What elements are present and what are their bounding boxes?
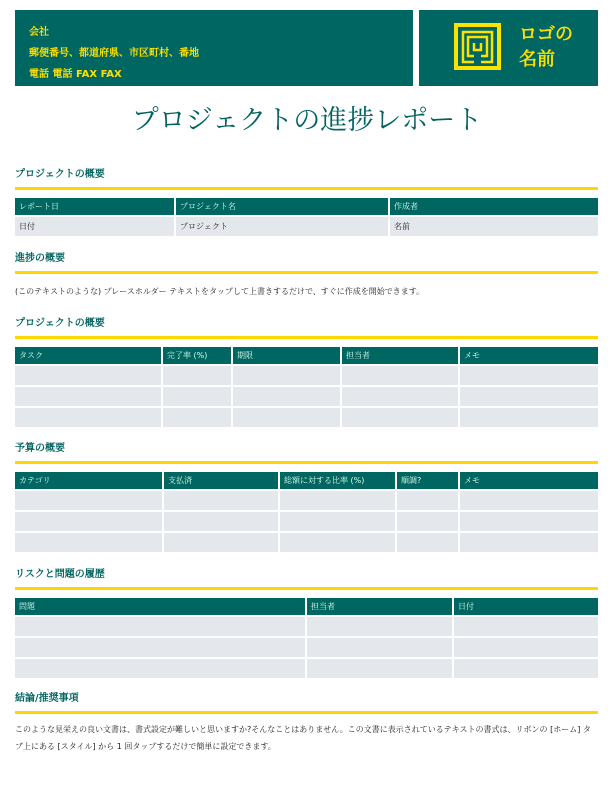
progress-section (15, 252, 598, 300)
col-header: レポート日 (15, 198, 174, 215)
section-divider (15, 711, 598, 714)
table-cell[interactable] (460, 408, 598, 427)
tasks-section (15, 317, 598, 429)
table-row (15, 512, 598, 531)
company-info-block (15, 10, 413, 86)
col-header: メモ (460, 347, 598, 364)
logo-block (419, 10, 598, 86)
table-cell[interactable] (307, 659, 452, 678)
table-cell[interactable] (233, 387, 340, 406)
table-cell[interactable]: プロジェクト (176, 217, 388, 236)
table-row (15, 533, 598, 552)
logo-line-1: ロゴの (519, 24, 573, 45)
conclusion-section (15, 692, 598, 755)
table-cell[interactable] (164, 512, 278, 531)
table-cell[interactable] (454, 617, 598, 636)
col-header: 総額に対する比率 (%) (280, 472, 395, 489)
table-cell[interactable] (397, 533, 458, 552)
table-row (15, 617, 598, 636)
table-cell[interactable] (454, 659, 598, 678)
table-row (15, 491, 598, 510)
table-cell[interactable] (397, 512, 458, 531)
table-cell[interactable] (15, 638, 305, 657)
table-cell[interactable] (460, 512, 598, 531)
budget-section (15, 442, 598, 554)
risks-table (13, 596, 600, 680)
company-address: 郵便番号、都道府県、市区町村、番地 (29, 48, 199, 59)
table-cell[interactable]: 日付 (15, 217, 174, 236)
section-heading: リスクと問題の履歴 (15, 569, 105, 580)
section-divider (15, 461, 598, 464)
table-cell[interactable] (460, 366, 598, 385)
col-header: 期限 (233, 347, 340, 364)
table-cell[interactable] (163, 387, 231, 406)
table-row (15, 217, 598, 236)
page-title: プロジェクトの進捗レポート (131, 105, 483, 136)
col-header: 日付 (454, 598, 598, 615)
section-heading: 進捗の概要 (15, 253, 65, 264)
section-heading: プロジェクトの概要 (15, 318, 105, 329)
col-header: タスク (15, 347, 161, 364)
section-heading: 結論/推奨事項 (15, 693, 79, 704)
col-header: 完了率 (%) (163, 347, 231, 364)
table-row (15, 638, 598, 657)
col-header: 作成者 (390, 198, 598, 215)
project-summary-section (15, 168, 598, 238)
table-cell[interactable] (342, 408, 458, 427)
section-heading: プロジェクトの概要 (15, 169, 105, 180)
conclusion-text[interactable]: このような見栄えの良い文書は、書式設定が難しいと思いますか?そんなことはありません。この文書に表示されているテキストの書式は、リボンの [ホーム] タブ上にある [スタイル] から 1 回タップするだけで簡単に設定できます。 (15, 725, 591, 751)
logo-line-2: 名前 (519, 49, 555, 70)
col-header: プロジェクト名 (176, 198, 388, 215)
table-cell[interactable] (163, 408, 231, 427)
table-cell[interactable] (342, 387, 458, 406)
table-cell[interactable] (307, 617, 452, 636)
progress-text[interactable]: (このテキストのような) プレースホルダー テキストをタップして上書きするだけで、すぐに作成を開始できます。 (15, 287, 425, 296)
table-cell[interactable] (15, 512, 162, 531)
budget-table (13, 470, 600, 554)
table-cell[interactable] (460, 533, 598, 552)
section-divider (15, 271, 598, 274)
table-cell[interactable] (15, 533, 162, 552)
company-contact: 電話 電話 FAX FAX (29, 69, 122, 80)
table-cell[interactable] (15, 491, 162, 510)
logo-icon (454, 23, 501, 70)
table-cell[interactable] (460, 491, 598, 510)
summary-table (13, 196, 600, 238)
section-divider (15, 336, 598, 339)
section-heading: 予算の概要 (15, 443, 65, 454)
table-cell[interactable] (15, 366, 161, 385)
table-cell[interactable] (15, 617, 305, 636)
col-header: カテゴリ (15, 472, 162, 489)
col-header: 順調? (397, 472, 458, 489)
table-row (15, 659, 598, 678)
company-name: 会社 (29, 27, 49, 38)
table-row (15, 366, 598, 385)
risks-section (15, 568, 598, 680)
table-cell[interactable] (460, 387, 598, 406)
table-cell[interactable] (280, 533, 395, 552)
table-row (15, 408, 598, 427)
col-header: 担当者 (307, 598, 452, 615)
table-cell[interactable] (280, 491, 395, 510)
table-cell[interactable] (454, 638, 598, 657)
col-header: 担当者 (342, 347, 458, 364)
section-divider (15, 587, 598, 590)
table-cell[interactable] (233, 366, 340, 385)
tasks-table (13, 345, 600, 429)
table-cell[interactable] (342, 366, 458, 385)
col-header: メモ (460, 472, 598, 489)
table-cell[interactable]: 名前 (390, 217, 598, 236)
table-cell[interactable] (15, 659, 305, 678)
table-cell[interactable] (15, 408, 161, 427)
col-header: 問題 (15, 598, 305, 615)
table-cell[interactable] (163, 366, 231, 385)
table-cell[interactable] (280, 512, 395, 531)
logo-name (519, 22, 573, 72)
table-cell[interactable] (164, 491, 278, 510)
table-cell[interactable] (307, 638, 452, 657)
table-row (15, 387, 598, 406)
table-cell[interactable] (233, 408, 340, 427)
col-header: 支払済 (164, 472, 278, 489)
table-cell[interactable] (397, 491, 458, 510)
section-divider (15, 187, 598, 190)
table-cell[interactable] (164, 533, 278, 552)
table-cell[interactable] (15, 387, 161, 406)
